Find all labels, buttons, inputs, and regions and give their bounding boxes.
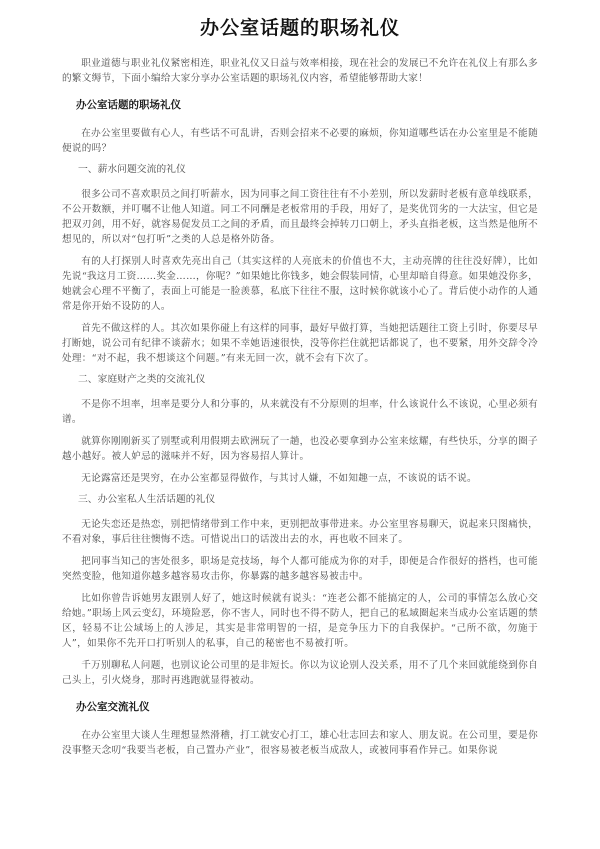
property-paragraph-2: 就算你刚刚新买了别墅或利用假期去欧洲玩了一趟，也没必要拿到办公室来炫耀，有些快乐，分享的圈子越小越好。被人妒忌的滋味并不好，因为容易招人算计。 (62, 436, 538, 462)
private-paragraph-4: 千万别聊私人问题，也别议论公司里的是非短长。你以为议论别人没关系，用不了几个来回就能绕到你自己头上，引火烧身，那时再逃跑就显得被动。 (62, 660, 538, 686)
private-paragraph-2: 把同事当知己的害处很多，职场是竞技场，每个人都可能成为你的对手，即便是合作很好的搭档，也可能突然变脸，他知道你越多越容易攻击你，你暴露的越多越容易被击中。 (62, 556, 538, 582)
sub-heading-family-property: 二、家庭财产之类的交流礼仪 (78, 374, 206, 385)
intro-paragraph: 职业道德与职业礼仪紧密相连，职业礼仪又日益与效率相接，现在社会的发展已不允许在礼仪上有那么多的繁文缛节，下面小编给大家分享办公室话题的职场礼仪内容，希望能够帮助大家！ (62, 58, 538, 84)
salary-paragraph-2: 有的人打探别人时喜欢先亮出自己（其实这样的人亮底未的价值也不大，主动亮牌的往往没好牌），比如先说“我这月工资……奖金……，你呢？”如果她比你钱多，她会假装同情，心里却暗自得意。如果她没你多，她就会心理不平衡了，表面上可能是一脸羡慕，私底下往往不服，这时候你就该小心了。背后使小动作的人通常是你开始不设防的人。 (62, 256, 538, 312)
communication-paragraph-1: 在办公室里大谈人生理想显然滑稽，打工就安心打工，雄心壮志回去和家人、朋友说。在公司里，要是你没事整天念叨“我要当老板，自己置办产业”，很容易被老板当成敌人，或被同事看作异己。如果你说 (62, 730, 538, 756)
page-title: 办公室话题的职场礼仪 (199, 17, 400, 39)
section-heading-etiquette: 办公室话题的职场礼仪 (76, 99, 181, 111)
private-paragraph-1: 无论失恋还是热恋，别把情绪带到工作中来，更别把故事带进来。办公室里容易聊天，说起来只图痛快，不看对象，事后往往懊悔不迭。可惜说出口的话泼出去的水，再也收不回来了。 (62, 519, 538, 545)
property-paragraph-3: 无论露富还是哭穷，在办公室都显得做作，与其讨人嫌，不如知趣一点，不该说的话不说。 (81, 473, 477, 484)
private-paragraph-3: 比如你曾告诉她男友跟别人好了，她这时候就有说头：“连老公都不能搞定的人，公司的事情怎么放心交给她。”职场上风云变幻，环境险恶，你不害人，同时也不得不防人，把自己的私域圈起来当成办公室话题的禁区，轻易不让公域场上的人涉足，其实是非常明智的一招，是竞争压力下的自我保护。“己所不欲，勿施于人”，如果你不先开口打听别人的私事，自己的秘密也不易被打听。 (62, 593, 538, 649)
property-paragraph-1: 不是你不坦率，坦率是要分人和分事的，从来就没有不分原则的坦率，什么该说什么不该说，心里必须有谱。 (62, 399, 538, 425)
salary-paragraph-1: 很多公司不喜欢职员之间打听薪水，因为同事之间工资往往有不小差别，所以发薪时老板有意单线联系，不公开数额，并叮嘱不让他人知道。同工不同酬是老板常用的手段，用好了，是奖优罚劣的一大法宝，但它是把双刃剑，用不好，就容易促发员工之间的矛盾，而且最终会掉转刀口朝上，矛头直指老板，这当然是他所不想见的，所以对“包打听”之类的人总是格外防备。 (62, 189, 538, 245)
sub-heading-salary: 一、薪水问题交流的礼仪 (78, 164, 186, 175)
sub-heading-private-life: 三、办公室私人生活话题的礼仪 (78, 494, 216, 505)
section-lead-paragraph: 在办公室里要做有心人，有些话不可乱讲，否则会招来不必要的麻烦，你知道哪些话在办公室里是不能随便说的吗？ (62, 128, 538, 154)
salary-paragraph-3: 首先不做这样的人。其次如果你碰上有这样的同事，最好早做打算，当她把话题往工资上引时，你要尽早打断她，说公司有纪律不谈薪水；如果不幸她语速很快，没等你拦住就把话都说了，也不要紧，用外交辞令冷处理：“对不起，我不想谈这个问题。”有来无回一次，就不会有下次了。 (62, 323, 538, 364)
section-heading-communication: 办公室交流礼仪 (76, 701, 150, 713)
